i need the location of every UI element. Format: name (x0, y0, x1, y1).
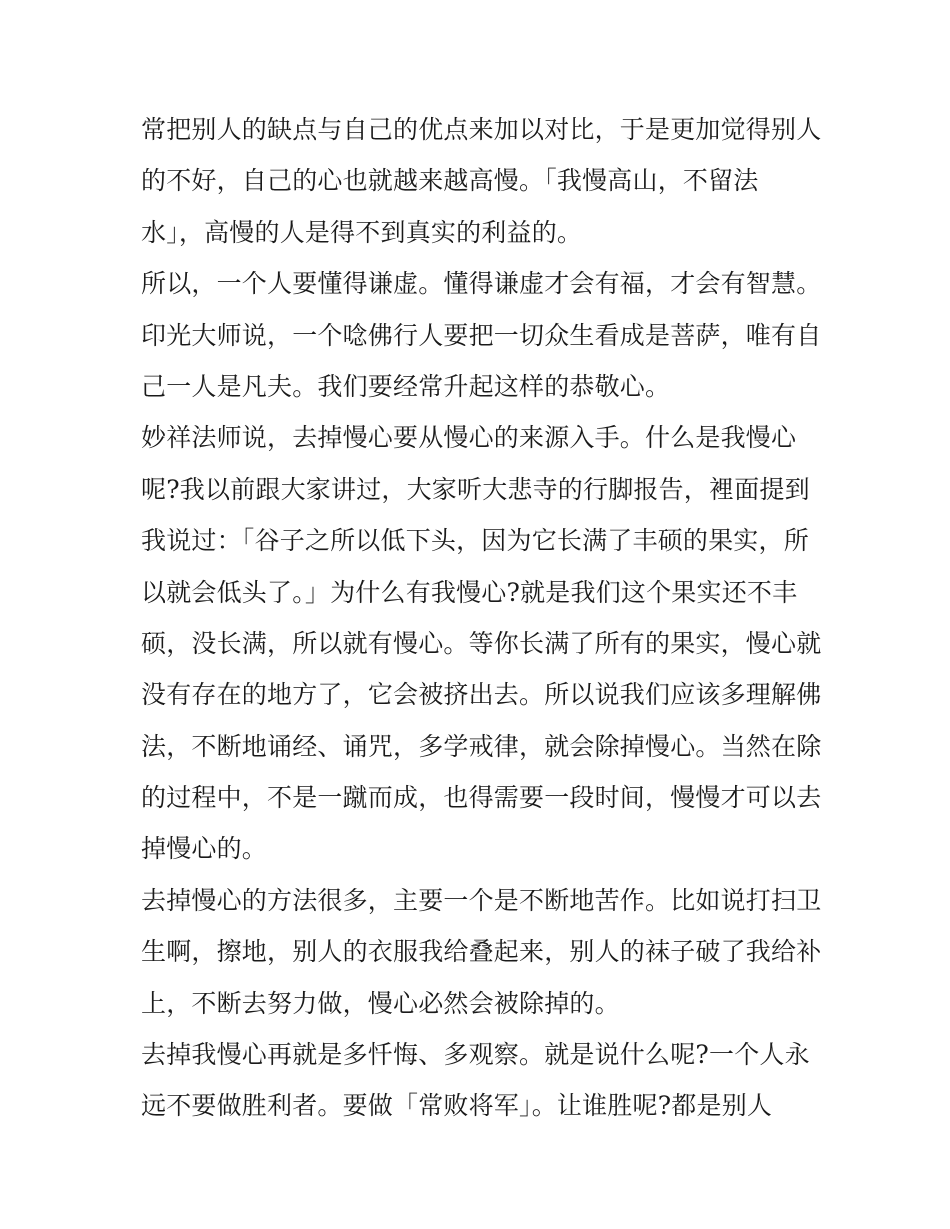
text-line: 去掉慢心的方法很多，主要一个是不断地苦作。比如说打扫卫 (141, 885, 822, 915)
text-line: 己一人是凡夫。我们要经常升起这样的恭敬心。 (141, 371, 671, 401)
text-line: 法，不断地诵经、诵咒，多学戒律，就会除掉慢心。当然在除 (141, 731, 822, 761)
text-line: 印光大师说，一个唸佛行人要把一切众生看成是菩萨，唯有自 (141, 320, 822, 350)
text-line: 上，不断去努力做，慢心必然会被除掉的。 (141, 988, 620, 1018)
text-line: 所以，一个人要懂得谦虚。懂得谦虚才会有福，才会有智慧。 (141, 269, 822, 299)
text-line: 生啊，擦地，别人的衣服我给叠起来，别人的袜子破了我给补 (141, 937, 822, 967)
text-line: 掉慢心的。 (141, 834, 268, 864)
text-line: 呢?我以前跟大家讲过，大家听大悲寺的行脚报告，裡面提到 (141, 474, 810, 504)
text-line: 没有存在的地方了，它会被挤出去。所以说我们应该多理解佛 (141, 680, 822, 710)
text-line: 去掉我慢心再就是多忏悔、多观察。就是说什么呢?一个人永 (141, 1040, 810, 1070)
text-line: 的不好，自己的心也就越来越高慢。「我慢高山，不留法 (141, 166, 759, 196)
body-text (141, 104, 821, 1132)
text-line: 硕，没长满，所以就有慢心。等你长满了所有的果实，慢心就 (141, 628, 822, 658)
text-line: 妙祥法师说，去掉慢心要从慢心的来源入手。什么是我慢心 (141, 423, 797, 453)
text-line: 远不要做胜利者。要做「常败将军」。让谁胜呢?都是别人 (141, 1091, 773, 1121)
text-line: 的过程中，不是一蹴而成，也得需要一段时间，慢慢才可以去 (141, 783, 822, 813)
text-line: 以就会低头了。」为什么有我慢心?就是我们这个果实还不丰 (141, 577, 798, 607)
text-line: 我说过：「谷子之所以低下头，因为它长满了丰硕的果实，所 (141, 526, 809, 556)
text-line: 常把别人的缺点与自己的优点来加以对比，于是更加觉得别人 (141, 115, 822, 144)
text-line: 水」，高慢的人是得不到真实的利益的。 (141, 217, 583, 247)
